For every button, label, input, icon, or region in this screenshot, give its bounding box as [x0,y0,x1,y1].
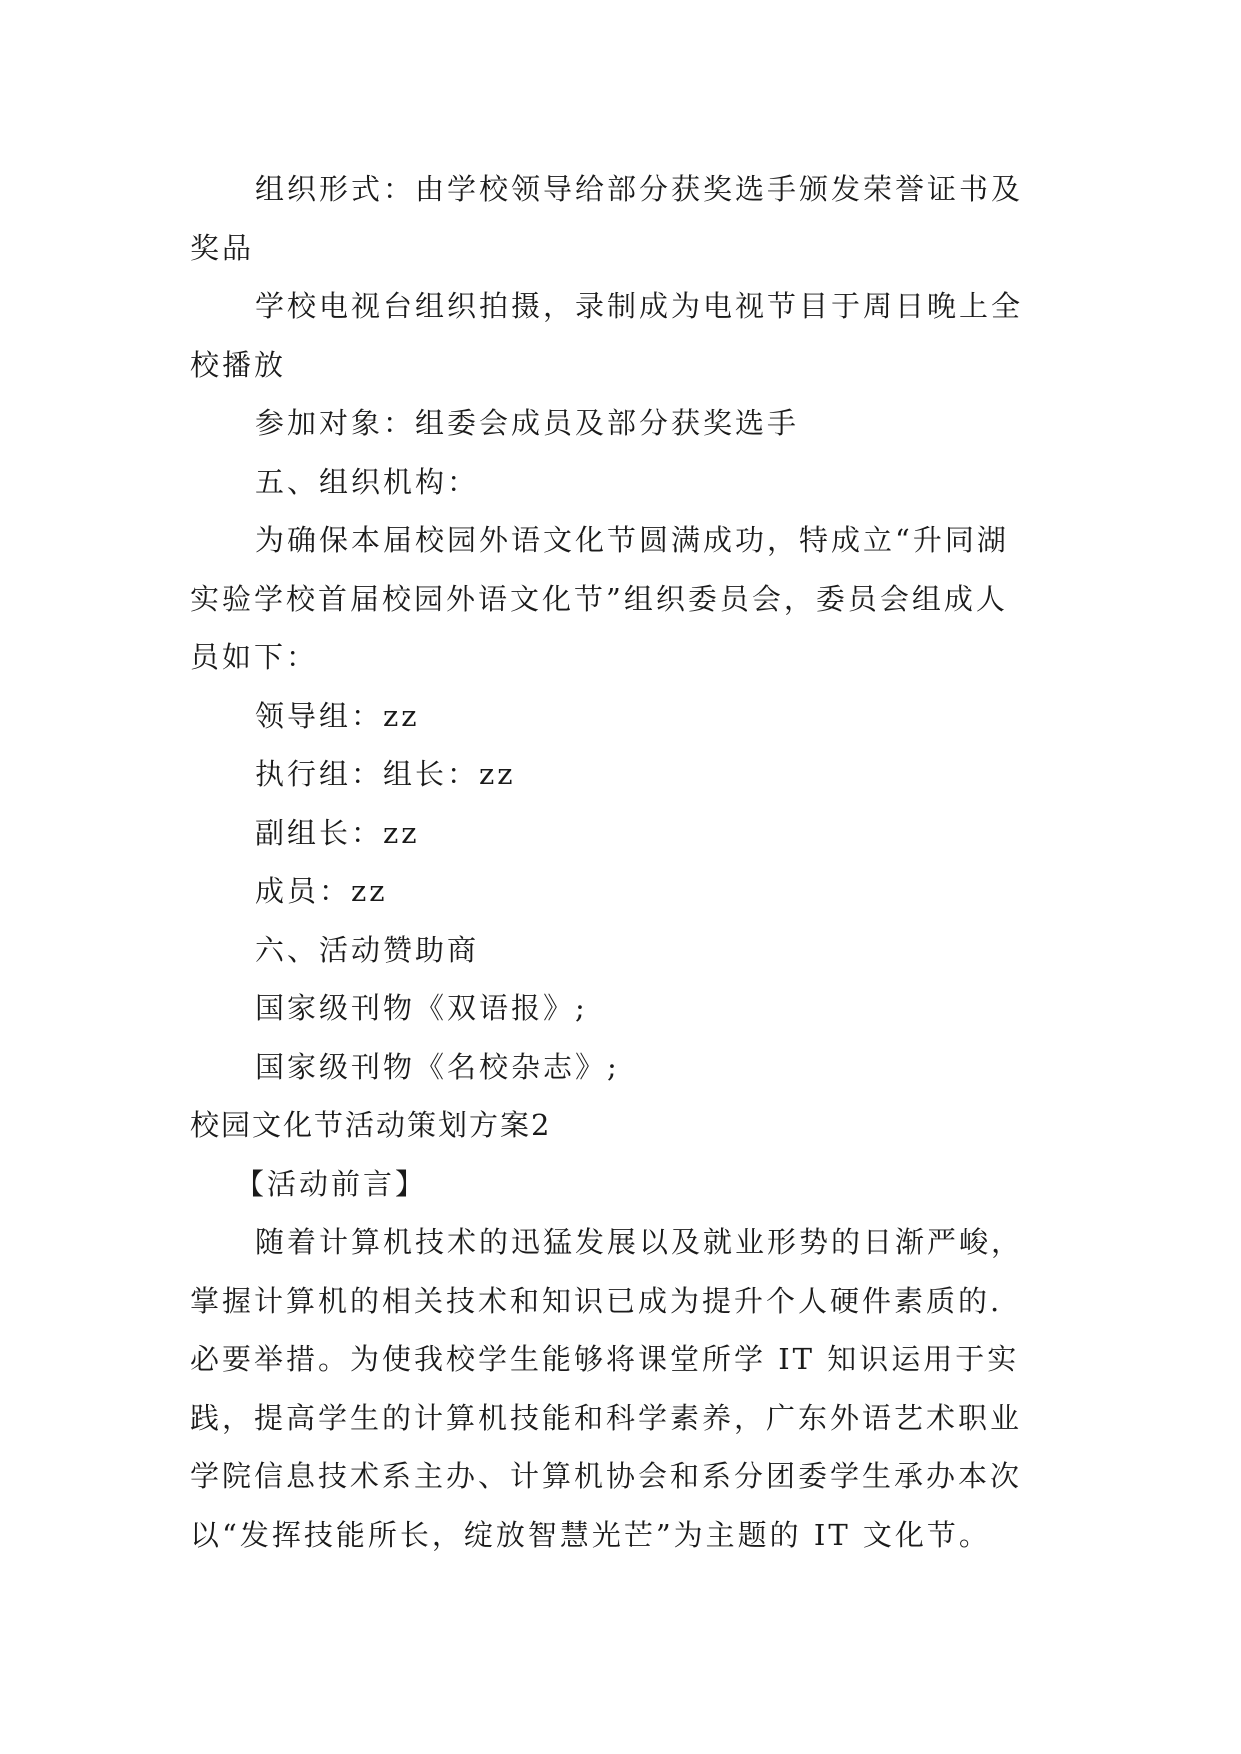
paragraph-executive-group [190,745,1070,804]
text-line: 组织形式：由学校领导给部分获奖选手颁发荣誉证书及 [255,172,1024,206]
text-line: 校园文化节活动策划方案2 [190,1108,552,1142]
text-line: 学校电视台组织拍摄，录制成为电视节目于周日晚上全 [255,289,1024,323]
heading-sponsors [190,921,1070,980]
paragraph-award-form [190,160,1070,277]
subheading-preface [190,1155,1070,1214]
paragraph-sponsor-1 [190,979,1070,1038]
text-line: 成员：zz [255,874,388,908]
paragraph-members [190,862,1070,921]
section-title [190,1096,1070,1155]
paragraph-preface-body [190,1213,1070,1564]
text-line: 六、活动赞助商 [255,932,480,967]
text-line: 以“发挥技能所长，绽放智慧光芒”为主题的 IT 文化节。 [190,1517,991,1552]
text-line: 学院信息技术系主办、计算机协会和系分团委学生承办本次 [190,1459,1023,1493]
text-line: 奖品 [190,230,255,265]
text-line: 实验学校首届校园外语文化节”组织委员会，委员会组成人 [190,581,1008,616]
text-line: 为确保本届校园外语文化节圆满成功，特成立“升同湖 [255,523,1009,557]
text-line: 践，提高学生的计算机技能和科学素养，广东外语艺术职业 [190,1400,1023,1435]
paragraph-tv-broadcast [190,277,1070,394]
text-line: 参加对象：组委会成员及部分获奖选手 [255,406,800,440]
paragraph-committee [190,511,1070,687]
paragraph-deputy-leader [190,804,1070,863]
text-line: 【活动前言】 [235,1166,428,1201]
text-line: 副组长：zz [255,815,420,850]
paragraph-participants [190,394,1070,453]
text-line: 随着计算机技术的迅猛发展以及就业形势的日渐严峻， [255,1225,1024,1259]
text-line: 必要举措。为使我校学生能够将课堂所学 IT 知识运用于实 [190,1342,1020,1376]
text-line: 国家级刊物《名校杂志》; [255,1049,620,1084]
text-line: 执行组：组长：zz [255,757,516,791]
text-line: 掌握计算机的相关技术和知识已成为提升个人硬件素质的. [190,1283,1003,1318]
paragraph-sponsor-2 [190,1038,1070,1097]
text-line: 校播放 [190,347,287,382]
heading-organization [190,453,1070,512]
text-line: 员如下： [190,640,319,674]
document-body [190,160,1070,1564]
text-line: 国家级刊物《双语报》; [255,991,588,1025]
text-line: 五、组织机构： [255,464,480,499]
text-line: 领导组：zz [255,698,420,733]
paragraph-leadership-group [190,687,1070,746]
